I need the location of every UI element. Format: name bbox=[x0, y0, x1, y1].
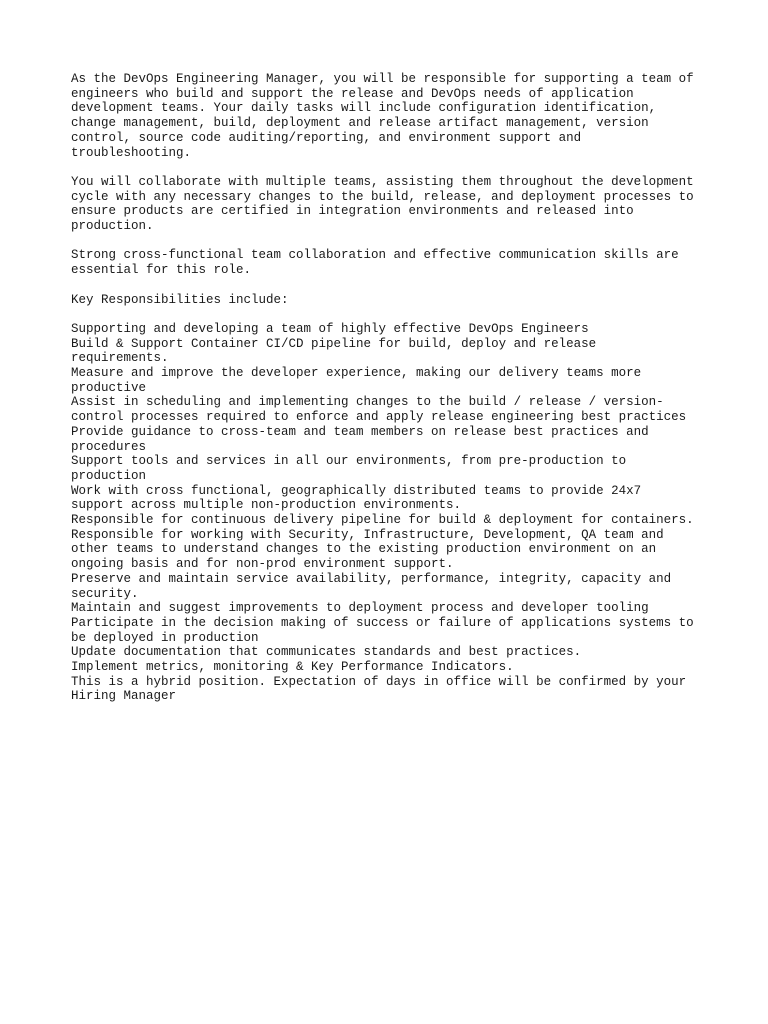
list-item: Work with cross functional, geographically distributed teams to provide 24x7 support across multiple non-production environments. bbox=[71, 483, 642, 513]
document-page bbox=[71, 72, 711, 704]
list-item: Responsible for continuous delivery pipeline for build & deployment for containers. bbox=[71, 513, 694, 528]
list-item: Responsible for working with Security, Infrastructure, Development, QA team and other teams to understand changes to the existing production environment on an ongoing basis and for non-prod environment support. bbox=[71, 527, 664, 572]
list-item: Participate in the decision making of success or failure of applications systems to be deployed in production bbox=[71, 615, 694, 645]
list-item: Assist in scheduling and implementing changes to the build / release / version- control processes required to enforce and apply release engineering best practices bbox=[71, 395, 687, 425]
list-item: Preserve and maintain service availability, performance, integrity, capacity and security. bbox=[71, 571, 672, 601]
intro-paragraph: As the DevOps Engineering Manager, you will be responsible for supporting a team of engineers who build and support the release and DevOps needs of application development teams. Your daily tasks will include configuration identification, change management, build, deployment and release artifact management, version control, source code auditing/reporting, and environment support and troubleshooting. bbox=[71, 72, 694, 160]
list-item: Provide guidance to cross-team and team members on release best practices and procedures bbox=[71, 424, 649, 454]
list-item: Implement metrics, monitoring & Key Performance Indicators. bbox=[71, 660, 514, 675]
responsibilities-heading: Key Responsibilities include: bbox=[71, 292, 289, 307]
collaboration-paragraph: You will collaborate with multiple teams, assisting them throughout the development cycle with any necessary changes to the build, release, and deployment processes to ensure products are certified in integration environments and released into production. bbox=[71, 174, 694, 234]
list-item: Supporting and developing a team of highly effective DevOps Engineers bbox=[71, 321, 589, 336]
list-item: Measure and improve the developer experience, making our delivery teams more productive bbox=[71, 366, 642, 395]
list-item: This is a hybrid position. Expectation of days in office will be confirmed by your Hiring Manager bbox=[71, 674, 687, 704]
list-item: Update documentation that communicates standards and best practices. bbox=[71, 645, 582, 660]
responsibilities-list bbox=[71, 322, 711, 704]
list-item: Build & Support Container CI/CD pipeline for build, deploy and release requirements. bbox=[71, 336, 597, 366]
skills-paragraph: Strong cross-functional team collaboration and effective communication skills are essential for this role. bbox=[71, 248, 679, 278]
list-item: Maintain and suggest improvements to deployment process and developer tooling bbox=[71, 601, 649, 616]
list-item: Support tools and services in all our environments, from pre-production to production bbox=[71, 454, 627, 483]
